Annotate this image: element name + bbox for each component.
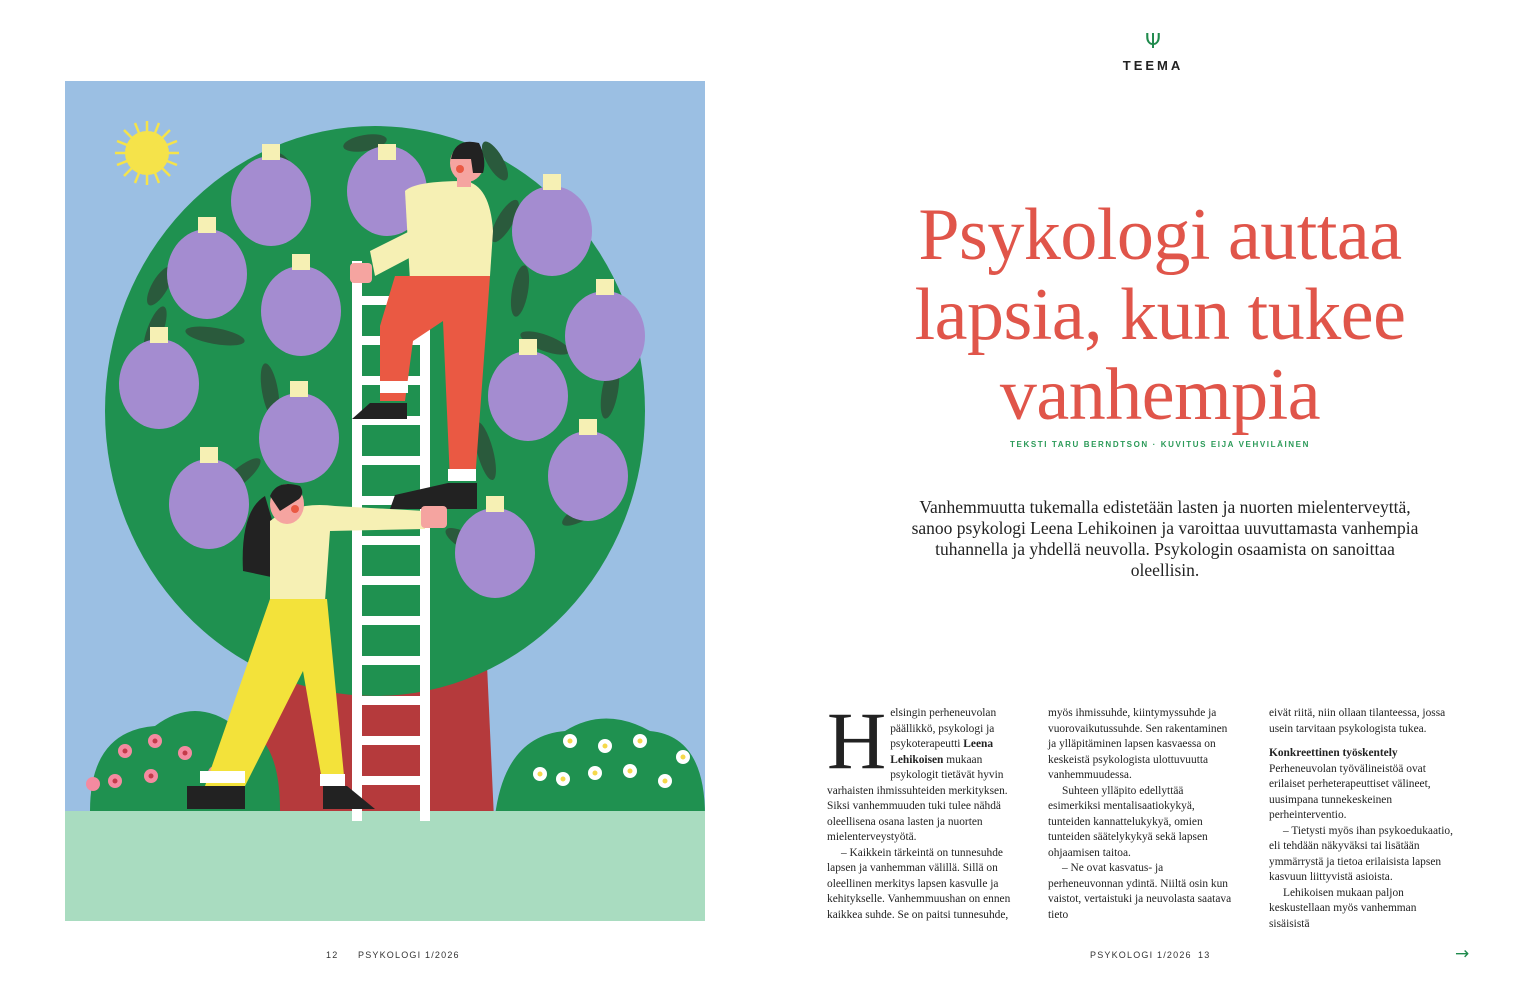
body-column-3 (1269, 706, 1459, 932)
section-label: TEEMA (1122, 58, 1184, 73)
body-paragraph: Suhteen ylläpito edellyttää esimerkiksi mentalisaatiokykyä, tunteiden kannattelukykyä, omien tunteiden säätelykykyä sekä lapsen ohjaamisen taitoa. (1048, 784, 1208, 859)
body-paragraph: Lehikoisen mukaan paljon keskustellaan myös vanhemman sisäisistä (1269, 886, 1417, 930)
body-paragraph: eivät riitä, niin ollaan tilanteessa, jossa usein tarvitaan psykologista tukea. (1269, 707, 1446, 735)
body-paragraph (827, 695, 1017, 846)
sun-icon (115, 121, 179, 185)
body-column-1 (827, 695, 1017, 923)
body-paragraph: – Tietysti myös ihan psykoedukaatio, eli tehdään näkyväksi tai lisätään ymmärrystä ja tietoa erilaisista lapsen kasvuun liittyvistä asioista. (1269, 824, 1453, 883)
body-column-2 (1048, 706, 1238, 923)
article-headline: Psykologi auttaa lapsia, kun tukee vanhempia (914, 194, 1406, 436)
person-name: Leena Lehikoisen (890, 738, 994, 766)
article-lead: Vanhemmuutta tukemalla edistetään lasten ja nuorten mielenterveyttä, sanoo psykologi Leena Lehikoinen ja varoittaa uuvuttamasta vanhempia tuhannella ja yhdellä neuvolla. Psykologin osaamista on sanoittaa oleellisin. (911, 497, 1419, 580)
psi-icon: Ψ (1145, 29, 1161, 53)
body-paragraph: Perheneuvolan työvälineistöä ovat erilaiset perheterapeuttiset välineet, uusimpana tunnekeskeinen perheinterventio. (1269, 762, 1431, 821)
tree-illustration-svg (65, 81, 705, 921)
arrow-right-icon[interactable]: → (1455, 944, 1470, 964)
left-footer-label: PSYKOLOGI 1/2026 (358, 950, 460, 960)
body-paragraph: myös ihmissuhde, kiintymyssuhde ja vuorovaikutussuhde. Sen rakentaminen ja ylläpitäminen lapsen kasvaessa on keskeistä psykologista ulottuvuutta vanhemmuudessa. (1048, 707, 1228, 781)
body-subheading: Konkreettinen työskentely (1269, 747, 1398, 759)
article-illustration (65, 81, 705, 921)
right-footer-label: PSYKOLOGI 1/2026 (1090, 950, 1192, 960)
article-byline: TEKSTI TARU BERNDTSON · KUVITUS EIJA VEHVILÄINEN (1010, 440, 1310, 449)
body-paragraph: – Kaikkein tärkeintä on tunnesuhde lapsen ja vanhemman välillä. Sillä on oleellinen merkitys lapsen kasvulle ja kehitykselle. Vanhemmuushan on ennen kaikkea suhde. Se on paitsi tunnesuhde, (827, 846, 1011, 921)
left-page-number: 12 (326, 950, 339, 960)
body-text: elsingin perheneuvolan päällikkö, psykologi ja psykoterapeutti (890, 707, 997, 750)
body-paragraph: – Ne ovat kasvatus- ja perheneuvonnan ydintä. Niiltä osin kun vaistot, vertaistuki ja neuvolasta saatava tieto (1048, 862, 1232, 921)
body-text: mukaan psykologit tietävät hyvin varhaisten ihmissuhteiden merkityksen. Siksi vanhemmuuden tuki tulee nähdä oleellisena osana lasten ja nuorten mielenterveystyötä. (827, 753, 1008, 843)
ground (65, 811, 705, 921)
dropcap: H (827, 695, 887, 786)
right-page-number: 13 (1198, 950, 1211, 960)
